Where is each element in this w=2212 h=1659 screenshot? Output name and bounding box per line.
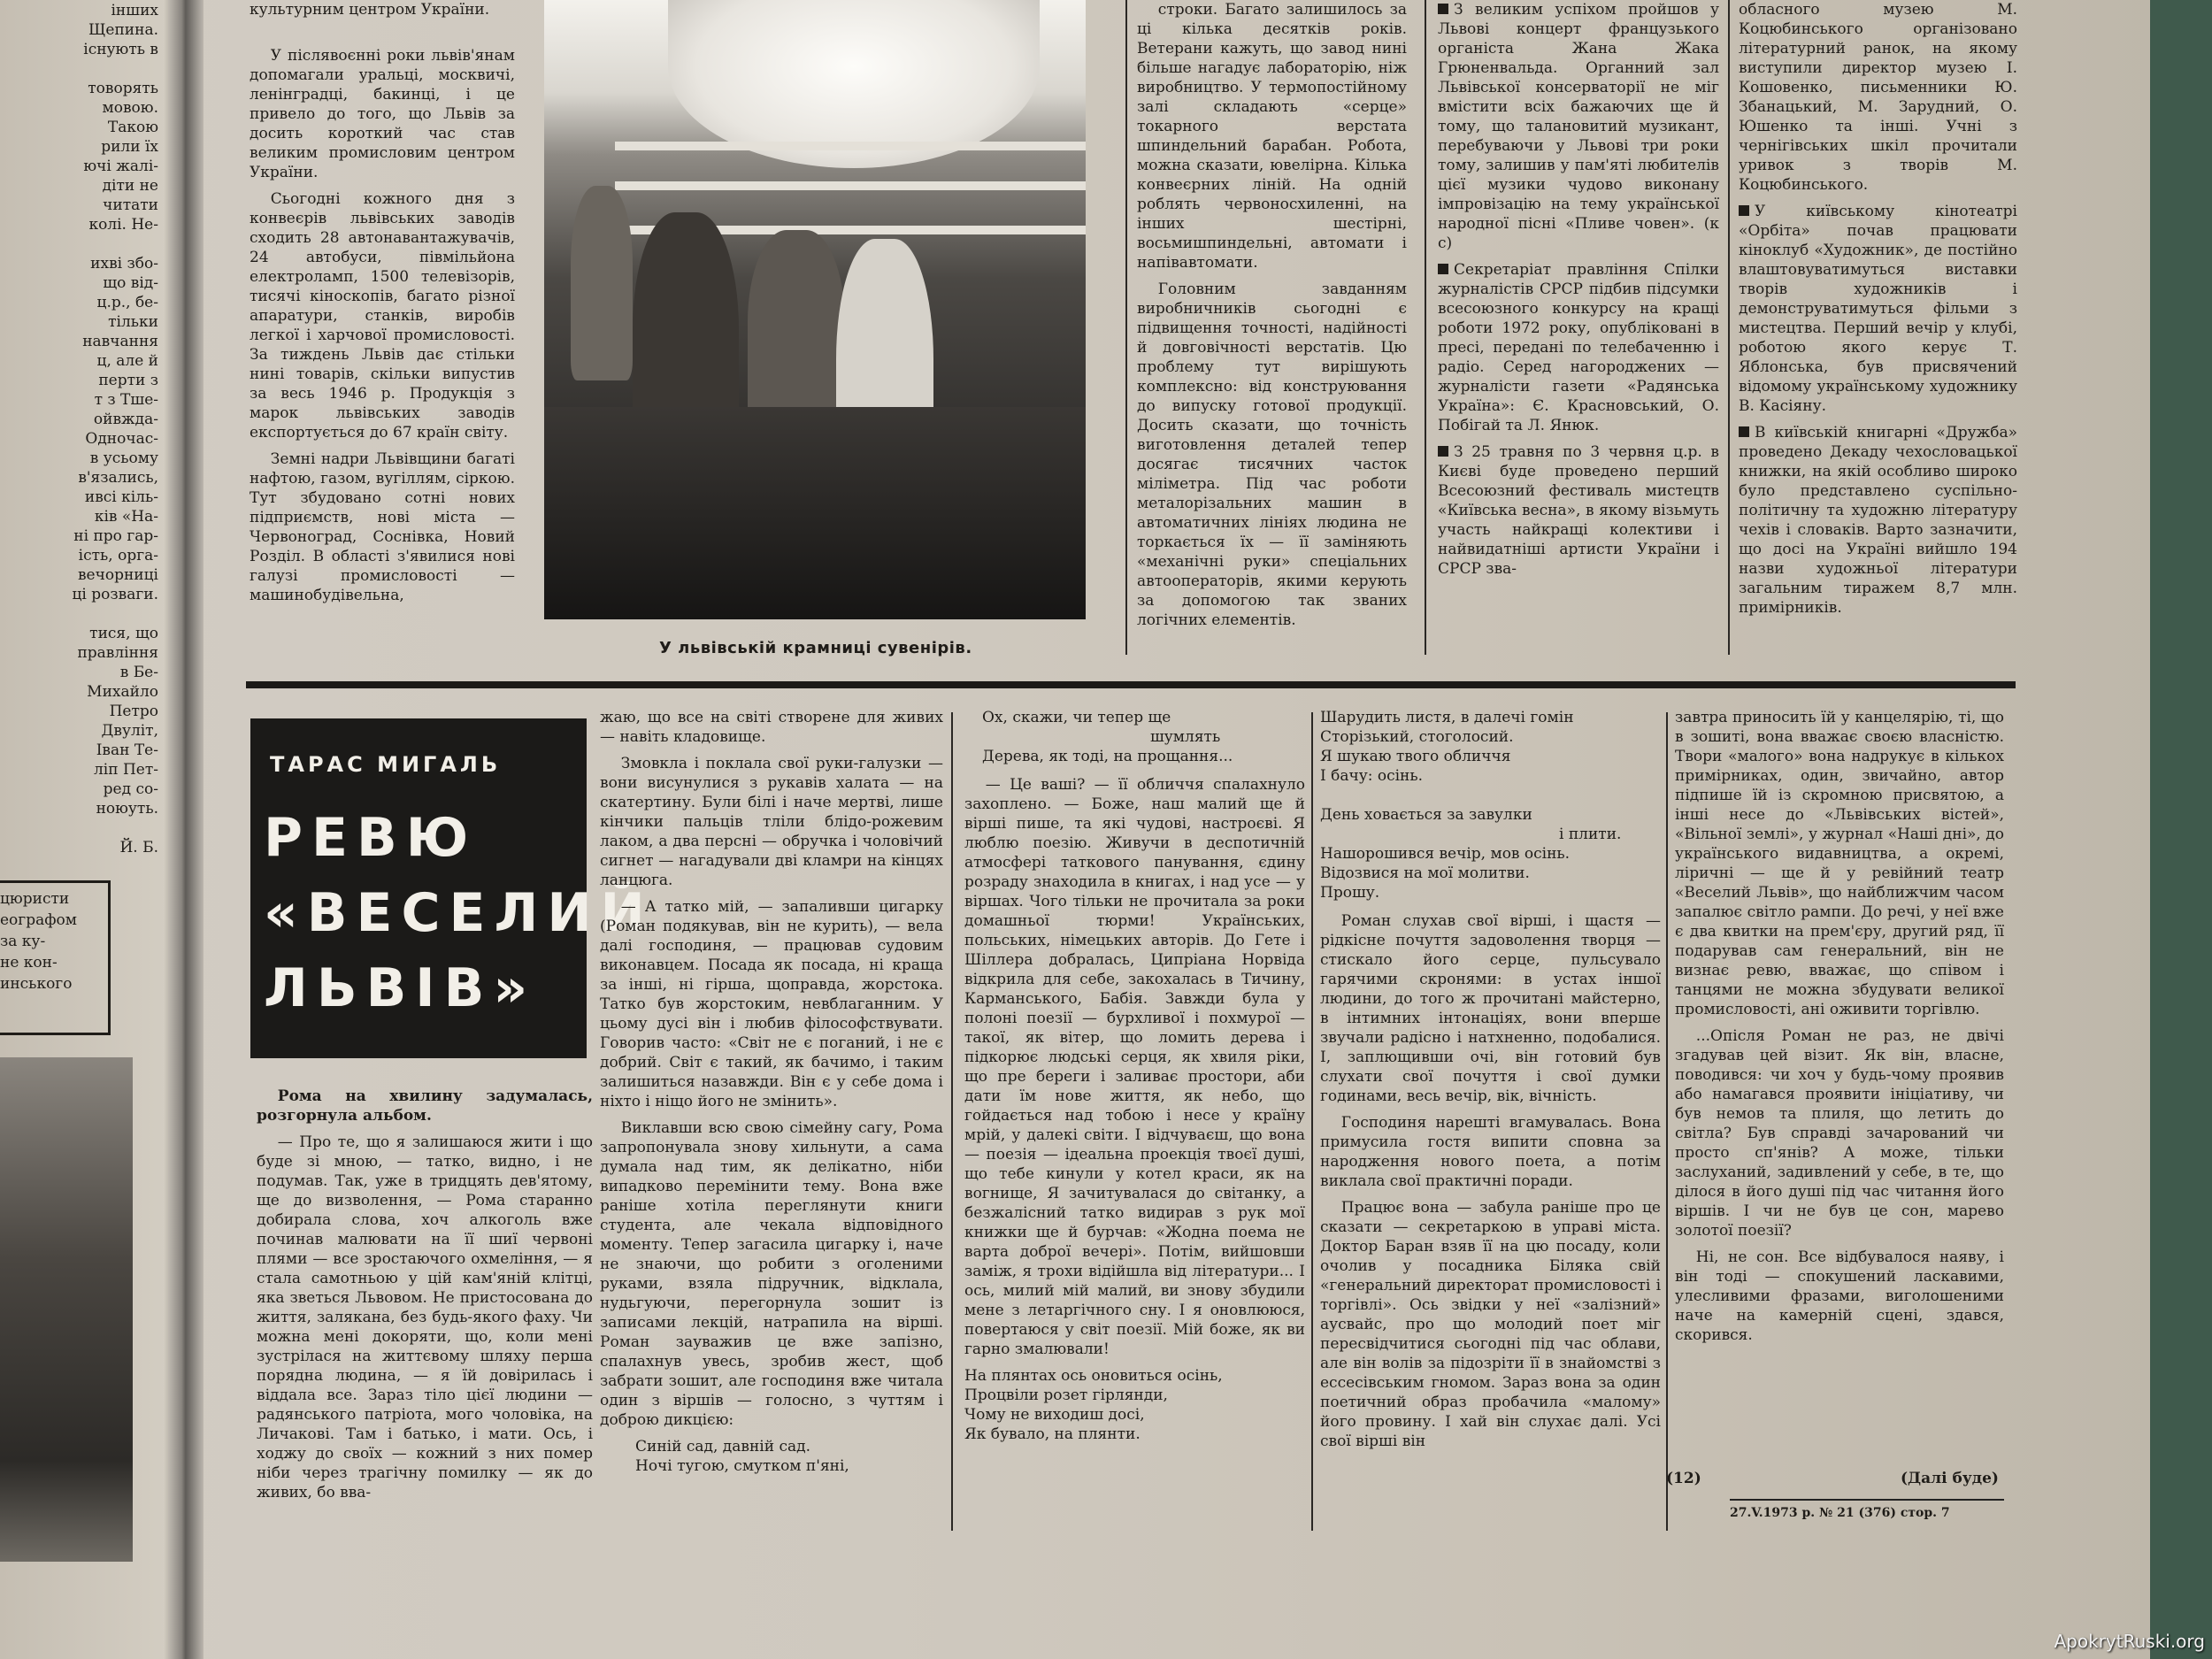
column-divider [1666,712,1668,1531]
book-cover-edge [2150,0,2212,1659]
left-page-fragment: навчання [82,333,158,350]
left-page-box [0,880,111,1035]
news-item-text: У київському кінотеатрі «Орбіта» почав працювати кіноклуб «Художник», де постійно влаштовуватимуться виставки творів художників і демонструватимуться фільми з мистецтва. Перший вечір у клубі, роботою якого керує Т. Яблонська, був присвячений відомому українському художнику В. Касіяну. [1739,203,2017,415]
left-page-fragment: Петро [109,703,158,720]
left-page-fragment: правління [77,644,158,662]
left-page-fragment: ні про гар- [73,527,158,545]
article-paragraph: Виклавши всю свою сімейну сагу, Рома запропонувала знову хильнути, а сама думала над тим, як делікатно, ніби випадково перемінити тему. Вона вже раніше хотіла переглянути книги студента, але чекала відповідного моменту. Тепер загасила цигарку і, наче не знаючи, що робити з оголеними руками, взяла підручник, відклала, нудьгуючи, перегорнула зошит із записами лекцій, натрапила на вірші. Роман зауважив це вже запізно, спалахнув увесь, зробив жест, щоб забрати зошит, але господиня вже читала один з віршів — голосно, з чуттям і доброю дикцією: [600,1119,943,1429]
left-page-fragment: що від- [103,274,158,292]
left-page-fragment: ойвжда- [93,411,158,428]
top-column-3-paragraph: Головним завданням виробничників сьогодні є підвищення точності, надійності й довговічності верстатів. Цю проблему тут вирішують комплексно: від конструювання до випуску готової продукції. Досить сказати, що точність виготовлення деталей тепер досягає тисячних часток міліметра. Під час роботи металорізальних машин в автоматичних лініях людина не торкається їх — її заміняють «механічні руки» спеціальних автооператорів, якими керують за допомогою так званих логічних елементів. [1137,280,1407,629]
left-box-line: еографом [0,911,77,929]
news-item [1438,260,1719,435]
poem-line: Прошу. [1320,884,1380,902]
article-paragraph: — Це ваші? — її обличчя спалахнуло захоплено. — Боже, наш малий ще й вірші пише, та які чудові, настроєві. Я люблю поезію. Живучи в деспотичній атмосфері таткового панування, єдину розраду знаходила в книгах, і над усе — у віршах. Чого тільки не прочитала за роки домашньої тюрми! Українських, польських, німецьких авторів. До Гете і Шіллера добралась, Ципріана Норвіда відкрила для себе, закохалась в Тичину, Карманського, Бабія. Завжди була у полоні поезії — бурхливої і похмурої — такої, як вітер, що ломить дерева і підкорює людські серця, як хвиля ріки, що пре береги і заливає простори, аби дати їм нове життя, як небо, що гойдається над тобою і несе у країну мрій, у далекі світи. І відчуваєш, що вона — поезія — ідеальна проекція твоєї душі, що тебе кинули у котел краси, як на вогнище, Я зачитувалася до світанку, а безжалісний татко видирав з рук мої книжки ще й бурчав: «Жодна поема не варта доброї вечері». Потім, вийшовши заміж, я трохи відійшла від літератури... І ось, милий мій малий, ви знову збудили мене з летаргічного сну. І я оновлююся, повертаюся у світ поезії. Мій боже, як ви гарно змалювали! [964,776,1305,1358]
left-page-fragment: ість, орга- [78,547,158,565]
poem-line: Синій сад, давній сад. [635,1438,810,1455]
news-bullet [1438,264,1448,274]
left-page-fragment: Іван Те- [96,741,158,759]
poem-line: Як бувало, на плянти. [964,1425,1141,1443]
left-page-fragment: в'язались, [78,469,158,487]
binding-gutter [164,0,204,1659]
article-title-line: «ВЕСЕЛИЙ [264,882,654,944]
news-item-text: З великим успіхом пройшов у Львові концерт французького органіста Жана Жака Грюненвальда. Органний зал Львівської консерваторії не міг вмістити всіх бажаючих ще й тому, що талановитий музикант, перебуваючи у Львові три роки тому, залишив у пам'яті любителів цієї музики чудово виконану імпровізацію на тему української народної пісні «Пливе човен». (к с) [1438,1,1719,252]
top-column-1 [250,0,515,672]
poem-line: Нашорошився вечір, мов осінь. [1320,845,1571,863]
left-page-fragment: вечорниці [77,566,158,584]
poem-line: Ночі тугою, смутком п'яні, [635,1457,849,1475]
left-page-fragment: ків «На- [94,508,158,526]
left-page-photo [0,1057,133,1562]
left-page-fragment: тися, що [89,625,158,642]
left-page-fragment: інших [111,2,158,19]
poem-line: Сторізький, стоголосий. [1320,728,1514,746]
news-bullet [1438,4,1448,14]
news-item [1739,202,2017,416]
column-divider [1125,0,1127,655]
top-column-5 [1739,0,2017,672]
poem-fragment [964,708,1305,766]
article-paragraph: завтра приносить їй у канцелярію, ті, що в зошиті, вона вважає своєю власністю. Твори «малого» вона надрукує в кількох примірниках, один, звичайно, автор підпише їй із скромною присвятою, а інші несе до «Львівських вістей», «Вільної землі», у журнал «Наші дні», до українського видавництва, а окремі, ліричні — ще й у ревійний театр «Веселий Львів», що найближчим часом запалює світло рампи. До речі, у неї вже є два квитки на прем'єру, другий ряд, її подарував сам генеральний, він не визнає ревю, вважає, що співом і танцями не можна збудувати великої промисловості, ані оживити торгівлю. [1675,709,2004,1018]
left-page-fragment: мовою. [102,99,158,117]
poem-line: День ховається за завулки [1320,806,1532,824]
left-page-fragment: читати [103,196,158,214]
top-column-1-intro: культурним центром України. [250,1,490,19]
poem-line: Шарудить листя, в далечі гомін [1320,709,1574,726]
left-page-fragment: Щепина. [88,21,158,39]
site-watermark: ApokrytRuski.org [2054,1631,2205,1652]
left-page-fragment: ред со- [103,780,158,798]
poem-line: Чому не виходиш досі, [964,1406,1145,1424]
news-bullet [1739,426,1749,437]
poem-line [1320,786,1661,805]
left-page-fragment: ліп Пет- [93,761,158,779]
news-item-text: З 25 травня по 3 червня ц.р. в Києві буде проведено перший Всесоюзний фестиваль мистецтв «Київська весна», в якому візьмуть участь найкращі колективи і найвидатніші артисти України і СРСР зва- [1438,443,1719,578]
article-title-line: ЛЬВІВ» [264,957,537,1019]
left-page-fragment: ц, але й [96,352,158,370]
news-item-text: обласного музею М. Коцюбинського організовано літературний ранок, на якому виступили директор музею І. Кошовенко, письменники Ю. Збанацький, М. Зарудний, О. Юшенко та інші. Учні з чернігівських шкіл прочитали уривок з творів М. Коцюбинського. [1739,1,2017,194]
left-page-fragment: колі. Не- [88,216,158,234]
left-page-fragment: Й. Б. [119,839,158,856]
left-page-fragment: перти з [98,372,158,389]
poem-fragment [1320,708,1661,902]
left-page-fragment: ноюуть. [96,800,158,818]
photo-caption: У львівській крамниці сувенірів. [659,639,972,657]
poem-line: шумлять [1150,728,1221,746]
poem-line: І бачу: осінь. [1320,767,1424,785]
poem-line: Процвіли розет гірлянди, [964,1386,1168,1404]
top-column-4 [1438,0,1719,672]
article-title-box [250,718,654,1058]
footer-rule [1730,1499,2004,1501]
top-column-3 [1137,0,1407,672]
poem-line: Дерева, як тоді, на прощання... [982,748,1233,765]
news-item [1438,442,1719,579]
poem-line: На плянтах ось оновиться осінь, [964,1367,1223,1385]
top-column-3-paragraph: строки. Багато залишилось за ці кілька десятків років. Ветерани кажуть, що завод нині більше нагадує лабораторію, ніж виробництво. У термопостійному залі складають «серце» токарного верстата шпиндельний барабан. Робота, можна сказати, ювелірна. Кілька конвеєрних ліній. На одній роблять червоносхиленні, на інших шестірні, восьмишпиндельні, автомати і напівавтомати. [1137,1,1407,272]
article-title-line: РЕВЮ [264,807,478,869]
poem-line: Ох, скажи, чи тепер ще [982,709,1171,726]
news-item-text: Секретаріат правління Спілки журналістів СРСР підбив підсумки всесоюзного конкурсу на кращі роботи 1972 року, опубліковані в пресі, передані по телебаченню і радіо. Серед нагороджених — журналісти газети «Радянська Україна»: Є. Красновський, О. Побігай та Л. Янюк. [1438,261,1719,434]
left-box-line: цюристи [0,890,70,908]
article-paragraph: Працює вона — забула раніше про це сказати — секретаркою в управі міста. Доктор Баран взяв її на цю посаду, коли очолив у посадника Біляка свій «генеральний директорат промисловості і торгівлі». Ось звідки у неї «залізний» аусвайс, про що молодий поет міг пересвідчитися сьогодні під час облави, але він волів за підозріти її в знайомстві з ессесівським гномом. Зараз вона за один поетичний образ пробачила «малому» його провину. І хай він слухає далі. Усі свої вірші він [1320,1199,1661,1450]
article-paragraph: — Про те, що я залишаюся жити і що буде зі мною, — татко, видно, і не подумав. Так, уже в тридцять дев'ятому, ще до визволення, — Рома старанно добирала слова, хоч алкоголь вже починав малювати на її шиї червоні плями — все зростаючого охмеління, — я стала самотньою у цій кам'яній клітці, яка зветься Львовом. Не пристосована до життя, заляканa, без будь-якого фаху. Чи можна мені докоряти, що, коли мені зустрілася на життєвому шляху перша порядна людина, — я їй довірилась і віддала все. Зараз тіло цієї людини — радянського патріота, мого чоловіка, на Личакові. Там і батько, і мати. Ось, і ходжу до своїх — кожний з них помер ніби через трагічну помилку — як до живих, бо вва- [257,1133,593,1502]
left-page-fragment: ихві збо- [90,255,158,273]
left-page-fragment: т з Тше- [94,391,158,409]
left-page-fragment: Такою [107,119,158,136]
poem-line: Я шукаю твого обличчя [1320,748,1511,765]
poem-line: Відозвися на мої молитви. [1320,864,1530,882]
article-column-1 [257,1087,593,1564]
top-column-1-paragraph: Земні надри Львівщини багаті нафтою, газом, вугіллям, сіркою. Тут збудовано сотні нових підприємств, нові міста — Червоноград, Соснівка, Новий Розділ. В області з'явилися нові галузі промисловості — машинобудівельна, [250,450,515,604]
article-column-5 [1675,708,2004,1460]
article-paragraph: Змовкла і поклала свої руки-галузки — вони висунулися з рукавів халата — на скатертину. Були білі і наче мертві, лише кінчики пальців тліли блідо-рожевим лаком, а два персні — обручка і чоловічий сигнет — нагадували дві кламри на кінцях ланцюга. [600,755,943,889]
souvenir-shop-photo [544,0,1086,619]
photo-figure [571,186,633,380]
column-divider [1311,712,1313,1531]
column-divider [951,712,953,1531]
poem-fragment [600,1437,943,1476]
article-paragraph: Роман слухав свої вірші, і щастя — рідкісне почуття задоволення творця — стискало його серце, пульсувало гарячими скронями: в устах іншої людини, до того ж прочитані майстерно, в інтимних інтонаціях, вони вперше звучали радісно і натхненно, подобалися. І, заплющивши очі, він готовий був слухати свої почуття і свої думки годинами, весь вечір, вік, вічність. [1320,912,1661,1105]
column-divider [1425,0,1426,655]
left-page-fragment: Одночас- [85,430,158,448]
left-box-line: инського [0,975,73,993]
left-page-fragment: ц.р., бе- [96,294,158,311]
article-paragraph: Господиня нарешті вгамувалась. Вона примусила гостя випити сповна за народження нового поета, а потім виклала свої практичні поради. [1320,1114,1661,1190]
top-column-1-paragraph: У післявоєнні роки львів'янам допомагали уральці, москвичі, ленінградці, бакинці, і це привело до того, що Львів за досить короткий час став великим промисловим центром України. [250,47,515,181]
left-page-fragment: існують в [83,41,158,58]
left-page-fragment: в Бе- [119,664,158,681]
poem-fragment [964,1366,1305,1444]
issue-footer: 27.V.1973 р. № 21 (376) стор. 7 [1730,1506,1950,1520]
news-item-text: В київській книгарні «Дружба» проведено Декаду чехословацької книжки, на якій особливо широко було представлено суспільно-політичну та художню літературу чехів і словаків. Варто зазначити, що досі на Україні вийшло 194 назви художньої літератури загальним тиражем 8,7 млн. примірників. [1739,424,2017,617]
poem-line: і плити. [1559,826,1622,843]
photo-shelf [615,142,1086,150]
left-page-fragment: тільки [108,313,158,331]
article-column-3 [964,708,1305,1531]
column-divider [1728,0,1730,655]
left-box-line: за ку- [0,933,46,950]
left-box-line: не кон- [0,954,58,972]
left-page-fragment: рили їх [101,138,158,156]
left-page-fragment: Двуліт, [101,722,158,740]
section-divider [246,681,2016,688]
article-lead: Рома на хвилину задумалась, розгорнула альбом. [257,1087,593,1125]
article-paragraph: Ні, не сон. Все відбувалося наяву, і він тоді — спокушений ласкавими, улесливими фразами, виголошеними наче на камерній сцені, здався, скорився. [1675,1248,2004,1344]
photo-shelf [615,181,1086,190]
article-column-4 [1320,708,1661,1531]
photo-counter [544,407,1086,619]
left-page-fragment: товорять [88,80,158,97]
article-column-2 [600,708,943,1531]
news-item [1438,0,1719,253]
left-page [0,0,168,1659]
left-page-fragment: ючі жалі- [83,157,158,175]
installment-number: (12) [1666,1470,1701,1487]
news-item [1739,423,2017,618]
left-page-fragment: в усьому [89,449,158,467]
left-page-fragment: ці розваги. [72,586,158,603]
continued-note: (Далі буде) [1901,1470,1999,1487]
news-bullet [1739,205,1749,216]
left-page-fragment: ивсі кіль- [84,488,158,506]
news-bullet [1438,446,1448,457]
article-paragraph: жаю, що все на світі створене для живих — навіть кладовище. [600,709,943,746]
article-author: ТАРАС МИГАЛЬ [270,752,502,777]
article-paragraph: — А татко мій, — запаливши цигарку (Роман подякував, він не курить), — вела далі господиня, — працював судовим виконавцем. Посада як посада, ні краща за інші, ні гірша, щоправда, жорстока. Татко був жорстоким, невблаганним. У цьому дусі він і любив філософствувати. Говорив часто: «Світ не є поганий, і не є добрий. Світ є такий, як бачимо, і таким залишиться назавжди. Він є у себе дома і ніхто і ніщо його не змінить». [600,898,943,1110]
top-column-1-paragraph: Сьогодні кожного дня з конвеєрів львівських заводів сходить 28 автонавантажувачів, 24 автобуси, півмільйона електроламп, 1500 телевізорів, тисячі кіноскопів, багато різної апаратури, станків, виробів легкої і харчової промисловості. За тиждень Львів дає стільки нині товарів, скільки випустив за весь 1946 р. Продукція з марок львівських заводів експортується до 67 країн світу. [250,190,515,442]
article-paragraph: ...Опісля Роман не раз, не двічі згадував цей візит. Як він, власне, поводився: чи хоч у будь-чому проявив або намагався проявити ініціативу, чи був немов та плиля, що летить до світла? Був справді зачарований чи просто сп'янів? А може, тільки заслуханий, задивлений у себе, в те, що ділося в його душі під час читання його віршів. І чи не був це сон, марево золотої поезії? [1675,1027,2004,1240]
left-page-fragment: Михайло [87,683,158,701]
left-page-fragment: діти не [102,177,158,195]
